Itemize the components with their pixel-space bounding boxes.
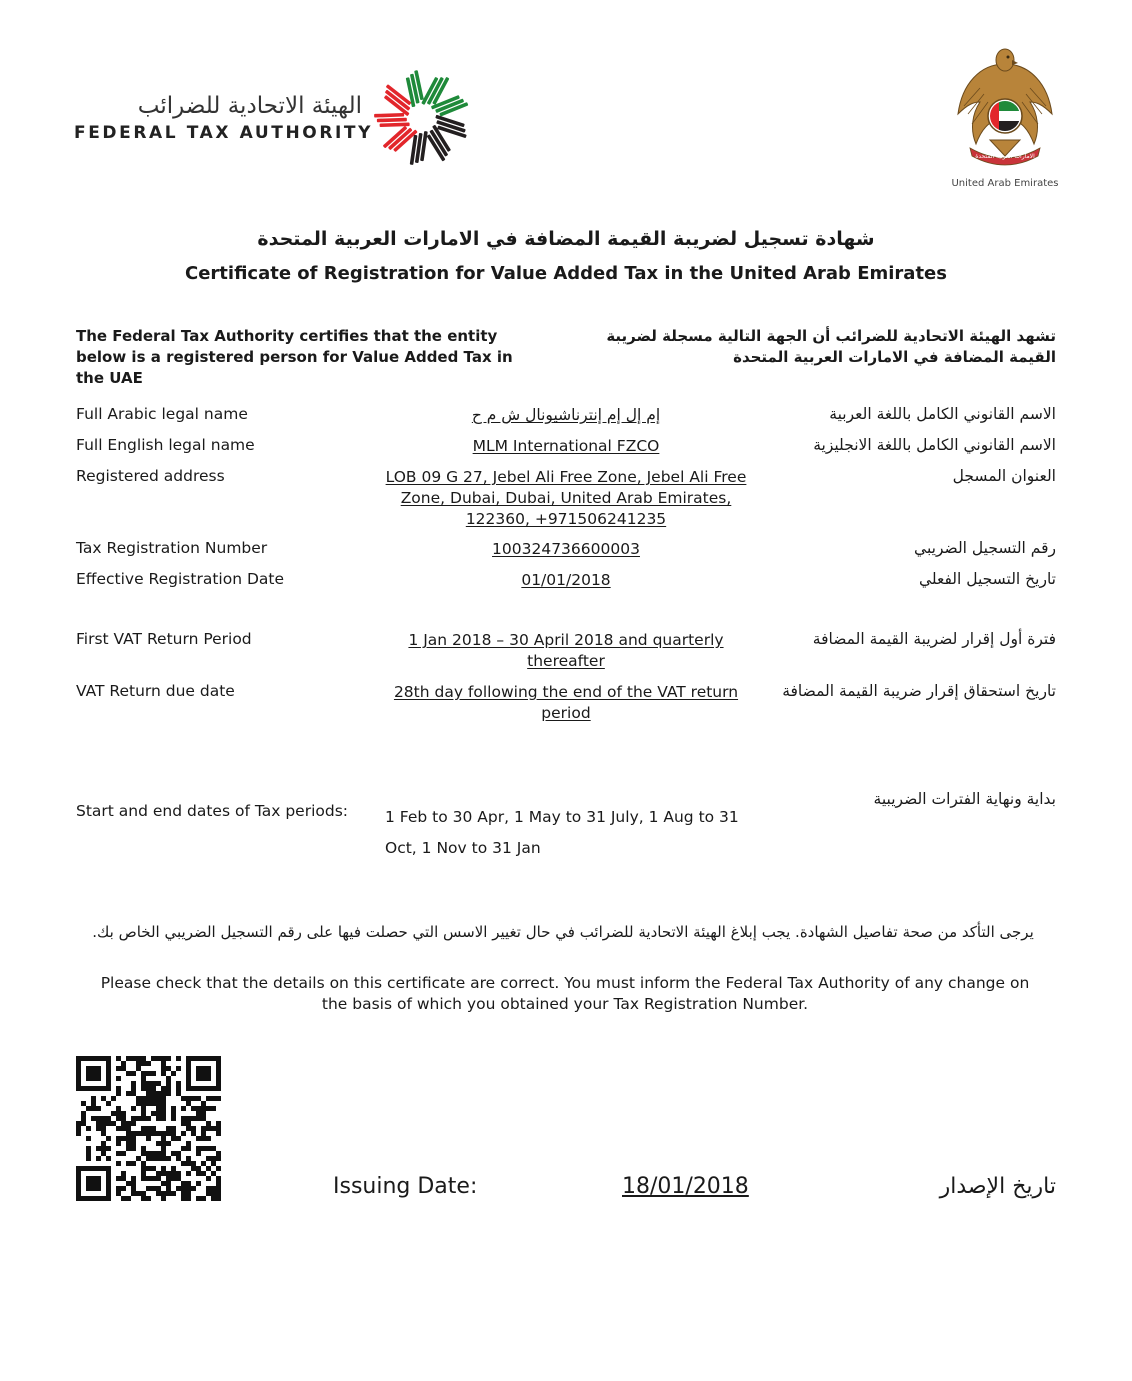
label-effective-date: Effective Registration Date [76,570,284,588]
intro-arabic: تشهد الهيئة الاتحادية للضرائب أن الجهة التالية مسجلة لضريبة القيمة المضافة في الامارات العربية المتحدة [606,327,1056,366]
emblem-scroll-text: الامارات العربية المتحدة [975,153,1035,160]
label-first-vat-return-period-ar: فترة أول إقرار لضريبة القيمة المضافة [812,630,1056,648]
qr-code-icon [76,1056,221,1201]
value-vat-return-due-date: 28th day following the end of the VAT return period [393,683,739,722]
fta-logo-icon [372,68,472,168]
intro-english: The Federal Tax Authority certifies that the entity below is a registered person for Value Added Tax in the UAE [76,327,513,387]
label-effective-date-ar: تاريخ التسجيل الفعلي [918,570,1056,588]
issuing-date-label: Issuing Date: [333,1174,478,1199]
notice-arabic: يرجى التأكد من صحة تفاصيل الشهادة. يجب إبلاغ الهيئة الاتحادية للضرائب في حال تغيير الاسس التي حصلت فيها على رقم التسجيل الضريبي الخاص بك. [92,923,1034,941]
label-tax-periods: Start and end dates of Tax periods: [76,802,348,820]
label-english-legal-name: Full English legal name [76,436,255,454]
issuing-date-label-ar: تاريخ الإصدار [939,1174,1056,1199]
value-arabic-legal-name: إم إل إم إنترناشيونال ش م ح [471,406,661,424]
emblem-caption: United Arab Emirates [951,178,1059,189]
label-tax-registration-number: Tax Registration Number [76,539,268,557]
label-first-vat-return-period: First VAT Return Period [76,630,252,648]
label-tax-registration-number-ar: رقم التسجيل الضريبي [914,539,1056,557]
value-tax-registration-number: 100324736600003 [492,540,640,558]
value-english-legal-name: MLM International FZCO [472,437,660,455]
label-arabic-legal-name-ar: الاسم القانوني الكامل باللغة العربية [829,405,1056,423]
label-registered-address: Registered address [76,467,225,485]
value-tax-periods: 1 Feb to 30 Apr, 1 May to 31 July, 1 Aug to 31 Oct, 1 Nov to 31 Jan [385,808,739,857]
label-vat-return-due-date: VAT Return due date [76,682,235,700]
authority-name-english: FEDERAL TAX AUTHORITY [74,123,374,143]
value-effective-date: 01/01/2018 [521,571,611,589]
value-registered-address: LOB 09 G 27, Jebel Ali Free Zone, Jebel Ali Free Zone, Dubai, Dubai, United Arab Emirates, 122360, +971506241235 [385,468,747,528]
label-english-legal-name-ar: الاسم القانوني الكامل باللغة الانجليزية [813,436,1056,454]
label-arabic-legal-name: Full Arabic legal name [76,405,248,423]
certificate-title-arabic: شهادة تسجيل لضريبة القيمة المضافة في الامارات العربية المتحدة [257,228,875,250]
authority-name-arabic: الهيئة الاتحادية للضرائب [137,93,362,119]
certificate-title-english: Certificate of Registration for Value Added Tax in the United Arab Emirates [185,263,947,284]
label-registered-address-ar: العنوان المسجل [952,467,1056,485]
label-vat-return-due-date-ar: تاريخ استحقاق إقرار ضريبة القيمة المضافة [782,682,1056,700]
issuing-date-value: 18/01/2018 [622,1174,749,1199]
label-tax-periods-ar: بداية ونهاية الفترات الضريبية [873,790,1056,808]
notice-english: Please check that the details on this certificate are correct. You must inform the Federal Tax Authority of any change on the basis of which you obtained your Tax Registration Number. [100,974,1030,1013]
uae-emblem-icon [950,44,1060,172]
value-first-vat-return-period: 1 Jan 2018 – 30 April 2018 and quarterly thereafter [408,631,724,670]
